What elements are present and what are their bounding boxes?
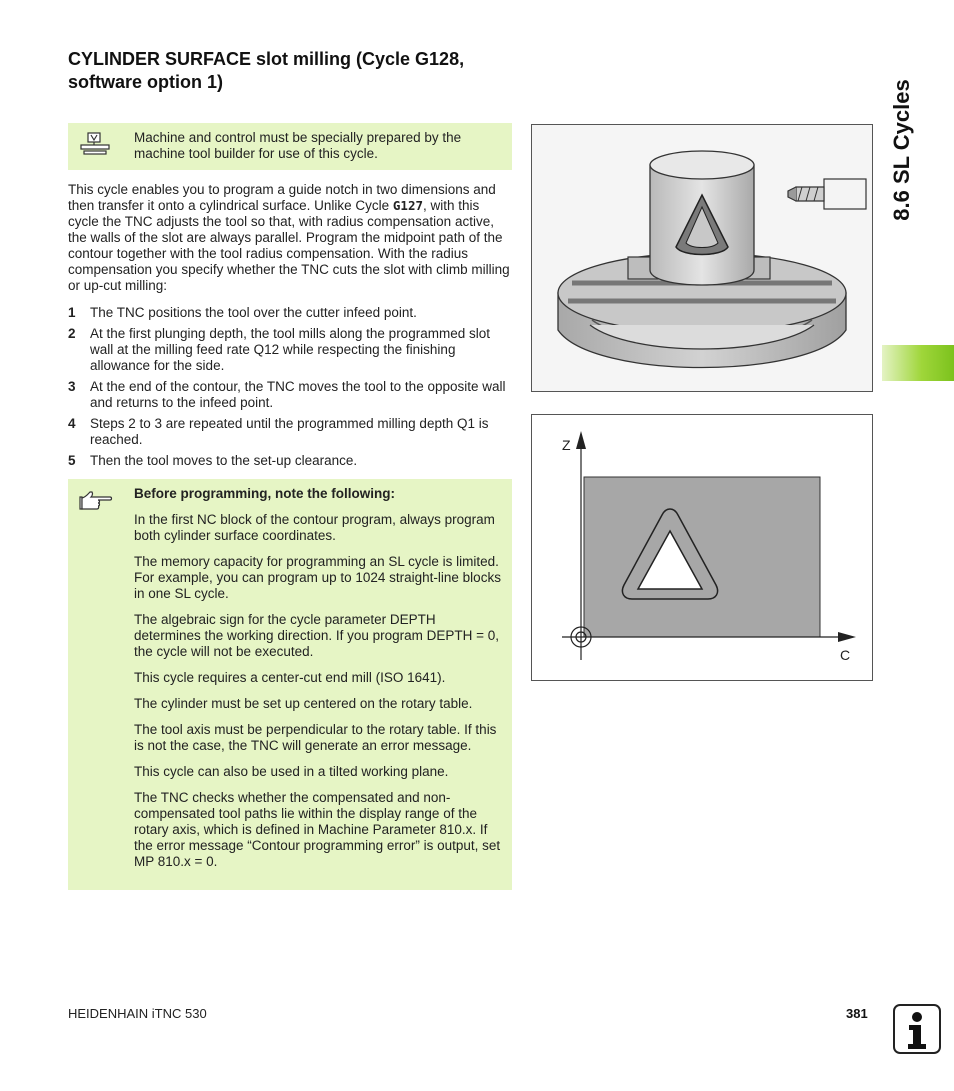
note-paragraph: In the first NC block of the contour program, always program both cylinder surface coordinates.	[134, 512, 495, 543]
cylinder-illustration	[531, 124, 873, 392]
chapter-side-title	[882, 80, 922, 220]
machine-note-text: Machine and control must be specially prepared by the machine tool builder for use of this cycle.	[134, 130, 462, 161]
intro-text-2: , with this cycle the TNC adjusts the tool so that, with radius compensation active, the walls of the slot are always parallel. Program the midpoint path of the contour together with the tool radius compensation. With the radius compensation you specify whether the TNC cuts the slot with climb milling or up-cut milling:	[68, 198, 510, 293]
contour-diagram	[531, 414, 873, 681]
step-text: Steps 2 to 3 are repeated until the programmed milling depth Q1 is reached.	[90, 416, 489, 447]
step-number: 3	[68, 379, 76, 394]
note-paragraph: The TNC checks whether the compensated and non-compensated tool paths lie within the display range of the rotary axis, which is defined in Machine Parameter 810.x. If the error message “Contour programming error” is output, set MP 810.x = 0.	[134, 790, 501, 869]
list-item	[68, 379, 512, 411]
step-number: 4	[68, 416, 76, 431]
step-number: 2	[68, 326, 76, 341]
programming-note-text	[134, 486, 504, 880]
chapter-side-title-text: 8.6 SL Cycles	[889, 79, 914, 221]
step-number: 1	[68, 305, 76, 320]
note-paragraph: This cycle requires a center-cut end mill (ISO 1641).	[134, 670, 446, 685]
chapter-tab	[882, 345, 954, 381]
step-number: 5	[68, 453, 76, 468]
c-axis-label: C	[840, 647, 851, 663]
info-icon[interactable]	[893, 1004, 941, 1054]
list-item	[68, 416, 512, 448]
note-heading: Before programming, note the following:	[134, 486, 395, 501]
contour-drawing	[532, 415, 872, 680]
machine-icon	[78, 131, 112, 163]
footer-product: HEIDENHAIN iTNC 530	[68, 1006, 207, 1021]
step-text: Then the tool moves to the set-up clearance.	[90, 453, 358, 468]
list-item	[68, 305, 512, 321]
intro-text-1: This cycle enables you to program a guide notch in two dimensions and then transfer it onto a cylindrical surface. Unlike Cycle	[68, 182, 496, 213]
intro-paragraph	[68, 182, 510, 294]
programming-note	[68, 479, 512, 890]
step-text: At the first plunging depth, the tool mills along the programmed slot wall at the milling feed rate Q12 while respecting the finishing allowance for the side.	[90, 326, 490, 373]
step-text: At the end of the contour, the TNC moves the tool to the opposite wall and returns to the infeed point.	[90, 379, 506, 410]
z-axis-label: Z	[562, 437, 571, 453]
page-title: CYLINDER SURFACE slot milling (Cycle G128, software option 1)	[68, 49, 465, 92]
pointing-hand-icon	[78, 489, 114, 513]
machine-note	[68, 123, 512, 170]
list-item	[68, 326, 512, 374]
note-paragraph: The memory capacity for programming an SL cycle is limited. For example, you can program up to 1024 straight-line blocks in one SL cycle.	[134, 554, 501, 601]
note-paragraph: The algebraic sign for the cycle parameter DEPTH determines the working direction. If you program DEPTH = 0, the cycle will not be executed.	[134, 612, 500, 659]
steps-list	[68, 305, 512, 474]
note-paragraph: The tool axis must be perpendicular to the rotary table. If this is not the case, the TNC will generate an error message.	[134, 722, 497, 753]
note-paragraph: The cylinder must be set up centered on the rotary table.	[134, 696, 473, 711]
cylinder-drawing	[532, 125, 872, 391]
list-item	[68, 453, 512, 469]
step-text: The TNC positions the tool over the cutter infeed point.	[90, 305, 417, 320]
cycle-code: G127	[392, 198, 423, 213]
page-number: 381	[846, 1006, 868, 1021]
note-paragraph: This cycle can also be used in a tilted working plane.	[134, 764, 449, 779]
